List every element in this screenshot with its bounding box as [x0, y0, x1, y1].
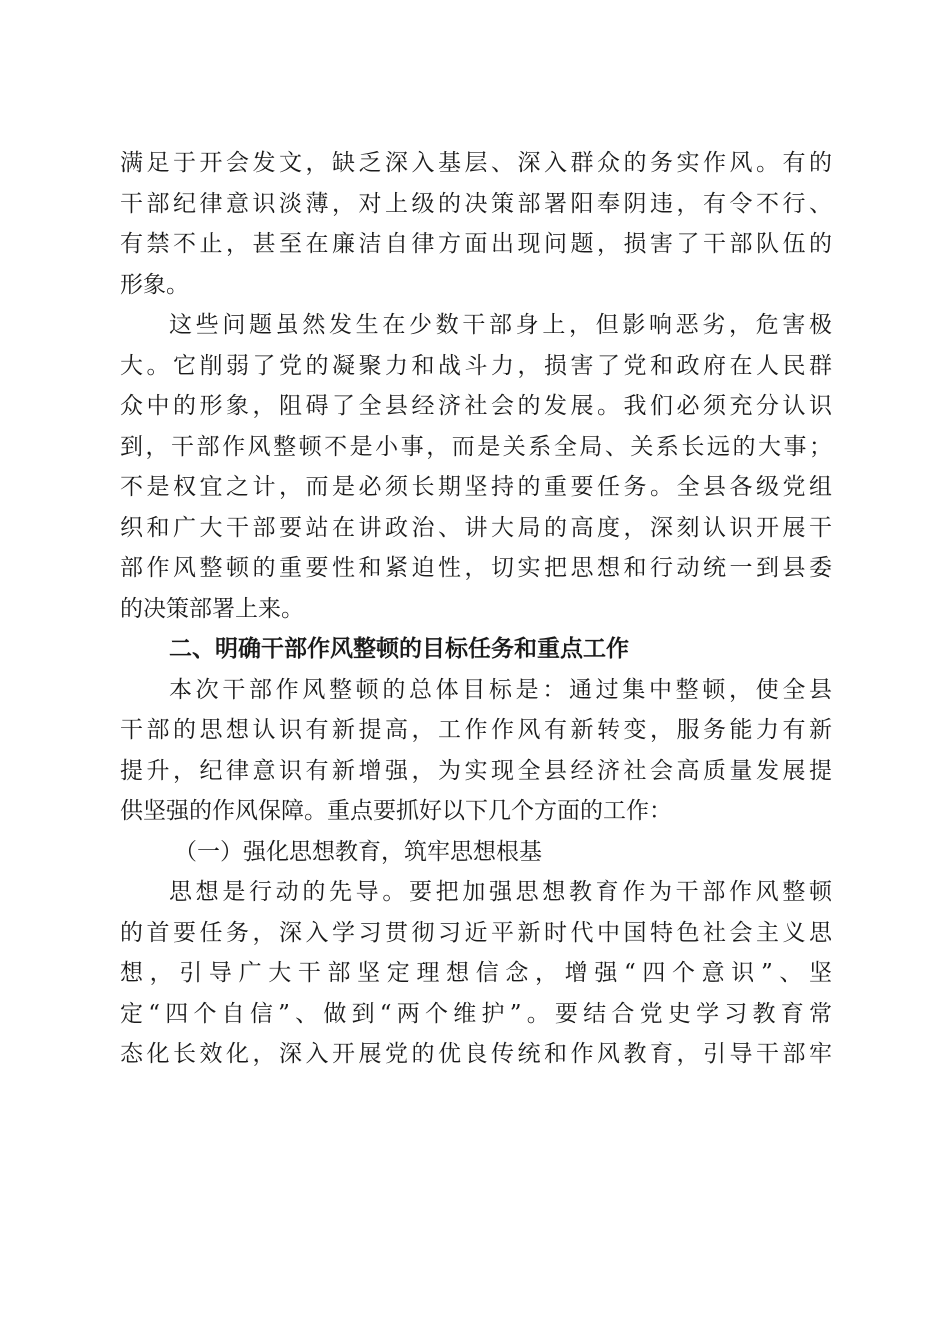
text-line: 的首要任务，深入学习贯彻习近平新时代中国特色社会主义思: [120, 919, 832, 946]
subsection-heading: （一）强化思想教育，筑牢思想根基: [174, 838, 542, 865]
text-line: 提升，纪律意识有新增强，为实现全县经济社会高质量发展提: [120, 757, 832, 784]
text-line: 部作风整顿的重要性和紧迫性，切实把思想和行动统一到县委: [120, 555, 832, 581]
text-line: 织和广大干部要站在讲政治、讲大局的高度，深刻认识开展干: [120, 514, 832, 541]
text-line: 本次干部作风整顿的总体目标是：通过集中整顿，使全县: [169, 676, 832, 703]
text-line: 不是权宜之计，而是必须长期坚持的重要任务。全县各级党组: [120, 474, 832, 500]
paragraph: [120, 872, 832, 1075]
text-line: 定“四个自信”、做到“两个维护”。要结合党史学习教育常: [120, 1000, 832, 1027]
text-line: 有禁不止，甚至在廉洁自律方面出现问题，损害了干部队伍的: [120, 231, 832, 257]
document-body: [120, 143, 832, 1075]
paragraph: [120, 305, 832, 629]
text-line: 态化长效化，深入开展党的优良传统和作风教育，引导干部牢: [120, 1041, 832, 1067]
text-line: 想，引导广大干部坚定理想信念，增强“四个意识”、坚: [120, 960, 832, 986]
text-line: 的决策部署上来。: [120, 595, 304, 622]
text-line: 满足于开会发文，缺乏深入基层、深入群众的务实作风。有的: [120, 150, 832, 176]
paragraph: [120, 670, 832, 832]
paragraph: [120, 143, 832, 305]
text-line: 这些问题虽然发生在少数干部身上，但影响恶劣，危害极: [169, 312, 832, 338]
text-line: 到，干部作风整顿不是小事，而是关系全局、关系长远的大事；: [120, 433, 832, 460]
text-line: 形象。: [120, 271, 189, 298]
text-line: 众中的形象，阻碍了全县经济社会的发展。我们必须充分认识: [120, 393, 832, 419]
text-line: 干部的思想认识有新提高，工作作风有新转变，服务能力有新: [120, 717, 832, 743]
text-line: 思想是行动的先导。要把加强思想教育作为干部作风整顿: [169, 879, 832, 905]
text-line: 大。它削弱了党的凝聚力和战斗力，损害了党和政府在人民群: [120, 352, 832, 379]
section-heading: 二、明确干部作风整顿的目标任务和重点工作: [169, 636, 629, 662]
text-line: 干部纪律意识淡薄，对上级的决策部署阳奉阴违，有令不行、: [120, 190, 832, 217]
text-line: 供坚强的作风保障。重点要抓好以下几个方面的工作：: [120, 798, 672, 824]
